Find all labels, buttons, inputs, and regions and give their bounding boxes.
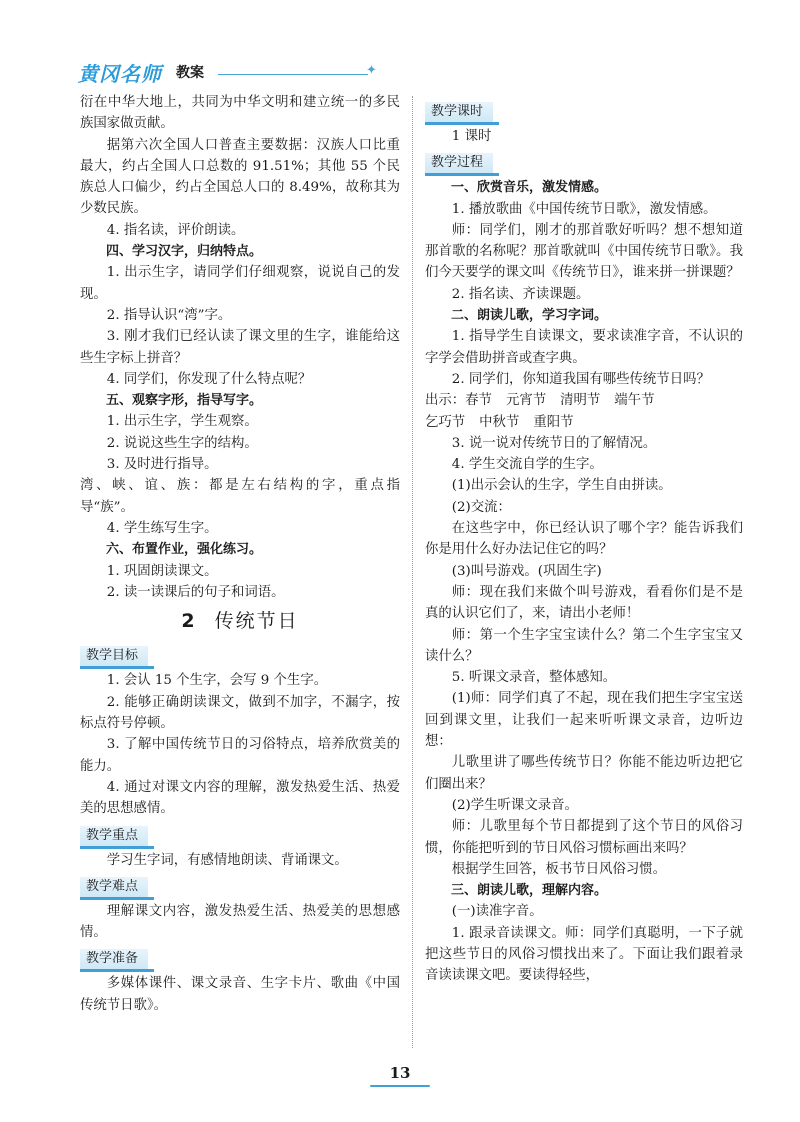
paragraph: 学习生字词，有感情地朗读、背诵课文。 — [106, 852, 348, 868]
paragraph: (2)学生听课文录音。 — [451, 797, 578, 813]
tag-teaching-process: 教学过程 — [425, 153, 493, 173]
paragraph: 2. 指名读、齐读课题。 — [451, 286, 590, 302]
festival-item: 端午节 — [614, 393, 655, 409]
paragraph: 2. 指导认识“湾”字。 — [106, 307, 232, 323]
paragraph: 理解课文内容，激发热爱生活、热爱美的思想感情。 — [80, 903, 400, 941]
paragraph: 1. 跟录音读课文。师：同学们真聪明，一下子就把这些节日的风俗习惯找出来了。下面让我们跟着录音读读课文吧。要读得轻些， — [425, 925, 743, 984]
paragraph: (1)师：同学们真了不起，现在我们把生字宝宝送回到课文里，让我们一起来听听课文录音，边听边想： — [425, 691, 743, 750]
section-heading: 六、布置作业，强化练习。 — [106, 542, 263, 558]
header-rule — [218, 74, 368, 75]
festival-item: 春节 — [465, 393, 492, 409]
page-number: 13 — [389, 1064, 411, 1082]
paragraph: (3)叫号游戏。(巩固生字) — [451, 563, 602, 579]
paragraph: 2. 能够正确朗读课文，做到不加字，不漏字，按标点符号停顿。 — [80, 694, 400, 732]
festival-item: 乞巧节 — [425, 414, 466, 430]
tag-key-points: 教学重点 — [80, 826, 148, 846]
paragraph: (1)出示会认的生字，学生自由拼读。 — [451, 478, 672, 494]
paragraph: 2. 同学们，你知道我国有哪些传统节日吗？ — [451, 371, 710, 387]
paragraph: 3. 刚才我们已经认读了课文里的生字，谁能给这些生字标上拼音？ — [80, 329, 400, 366]
paragraph: 在这些字中，你已经认识了哪个字？能告诉我们你是用什么好办法记住它的吗？ — [425, 521, 743, 558]
paragraph: 3. 及时进行指导。 — [106, 457, 218, 473]
paragraph: 4. 同学们，你发现了什么特点呢？ — [106, 371, 312, 387]
paragraph: 4. 学生交流自学的生字。 — [451, 457, 603, 473]
section-heading: 三、朗读儿歌，理解内容。 — [451, 883, 608, 899]
tag-preparation: 教学准备 — [80, 949, 148, 969]
lesson-number: 2 — [181, 610, 197, 633]
paragraph: 2. 说说这些生字的结构。 — [106, 435, 258, 451]
festival-list — [425, 390, 743, 433]
sparkle-icon: ✦ — [366, 63, 377, 78]
section-heading: 一、欣赏音乐，激发情感。 — [451, 180, 608, 196]
paragraph: 3. 了解中国传统节日的习俗特点，培养欣赏美的能力。 — [80, 737, 400, 774]
paragraph: 师：现在我们来做个叫号游戏，看看你们是不是真的认识它们了，来，请出小老师！ — [425, 584, 743, 622]
paragraph: 根据学生回答，板书节日风俗习惯。 — [451, 861, 667, 877]
paragraph: 1. 指导学生自读课文，要求读准字音，不认识的字学会借助拼音或查字典。 — [425, 329, 743, 366]
paragraph: 4. 通过对课文内容的理解，激发热爱生活、热爱美的思想感情。 — [80, 779, 400, 817]
festival-item: 中秋节 — [479, 414, 520, 430]
paragraph: 衍在中华大地上，共同为中华文明和建立统一的多民族国家做贡献。 — [80, 95, 400, 132]
lesson-title — [80, 611, 400, 632]
paragraph: 湾、峡、谊、族：都是左右结构的字，重点指导“族”。 — [80, 478, 400, 515]
paragraph: 师：同学们，刚才的那首歌好听吗？想不想知道那首歌的名称呢？那首歌就叫《中国传统节日歌》。我们今天要学的课文叫《传统节日》，谁来拼一拼课题？ — [425, 222, 743, 281]
brand-logo: 黄冈名师 — [78, 62, 162, 86]
column-divider — [412, 96, 413, 1048]
section-heading: 二、朗读儿歌，学习字词。 — [451, 308, 608, 324]
paragraph: 1. 出示生字，请同学们仔细观察，说说自己的发现。 — [80, 265, 400, 302]
page-number-underline — [370, 1085, 430, 1087]
paragraph: 4. 指名读，评价朗读。 — [106, 222, 245, 238]
left-column — [80, 92, 400, 1016]
festival-item: 重阳节 — [533, 414, 574, 430]
paragraph: 1 课时 — [451, 129, 492, 144]
paragraph: 2. 读一读课后的句子和词语。 — [106, 584, 285, 600]
paragraph: 1. 会认 15 个生字，会写 9 个生字。 — [106, 673, 328, 689]
paragraph: 师：儿歌里每个节日都提到了这个节日的风俗习惯，你能把听到的节日风俗习惯标画出来吗？ — [425, 819, 743, 856]
paragraph: 多媒体课件、课文录音、生字卡片、歌曲《中国传统节日歌》。 — [80, 976, 400, 1013]
paragraph: 4. 学生练写生字。 — [106, 520, 218, 536]
festival-item: 元宵节 — [505, 393, 547, 409]
tag-teaching-goals: 教学目标 — [80, 646, 148, 666]
paragraph: (一)读准字音。 — [451, 904, 543, 920]
section-heading: 五、观察字形，指导写字。 — [106, 393, 263, 409]
tag-difficulties: 教学难点 — [80, 877, 148, 897]
right-column — [425, 92, 743, 987]
festival-label: 出示： — [425, 393, 466, 409]
tag-class-hours: 教学课时 — [425, 102, 493, 122]
paragraph: 师：第一个生字宝宝读什么？第二个生字宝宝又读什么？ — [425, 627, 743, 664]
paragraph: 据第六次全国人口普查主要数据：汉族人口比重最大，约占全国人口总数的 91.51%；其他 55 个民族总人口偏少，约占全国总人口的 8.49%，故称其为少数民族。 — [80, 137, 400, 217]
paragraph: 1. 巩固朗读课文。 — [106, 563, 218, 579]
lesson-name: 传统节日 — [214, 610, 299, 633]
paragraph: 1. 出示生字，学生观察。 — [106, 414, 258, 430]
section-heading: 四、学习汉字，归纳特点。 — [106, 244, 263, 260]
paragraph: 5. 听课文录音，整体感知。 — [451, 670, 617, 686]
paragraph: 儿歌里讲了哪些传统节日？你能不能边听边把它们圈出来？ — [425, 755, 743, 792]
paragraph: 1. 播放歌曲《中国传统节日歌》，激发情感。 — [451, 201, 717, 217]
brand-subtitle: 教案 — [176, 65, 204, 81]
festival-item: 清明节 — [560, 393, 601, 409]
paragraph: (2)交流： — [451, 499, 511, 515]
page-header — [78, 58, 377, 88]
paragraph: 3. 说一说对传统节日的了解情况。 — [451, 435, 657, 451]
